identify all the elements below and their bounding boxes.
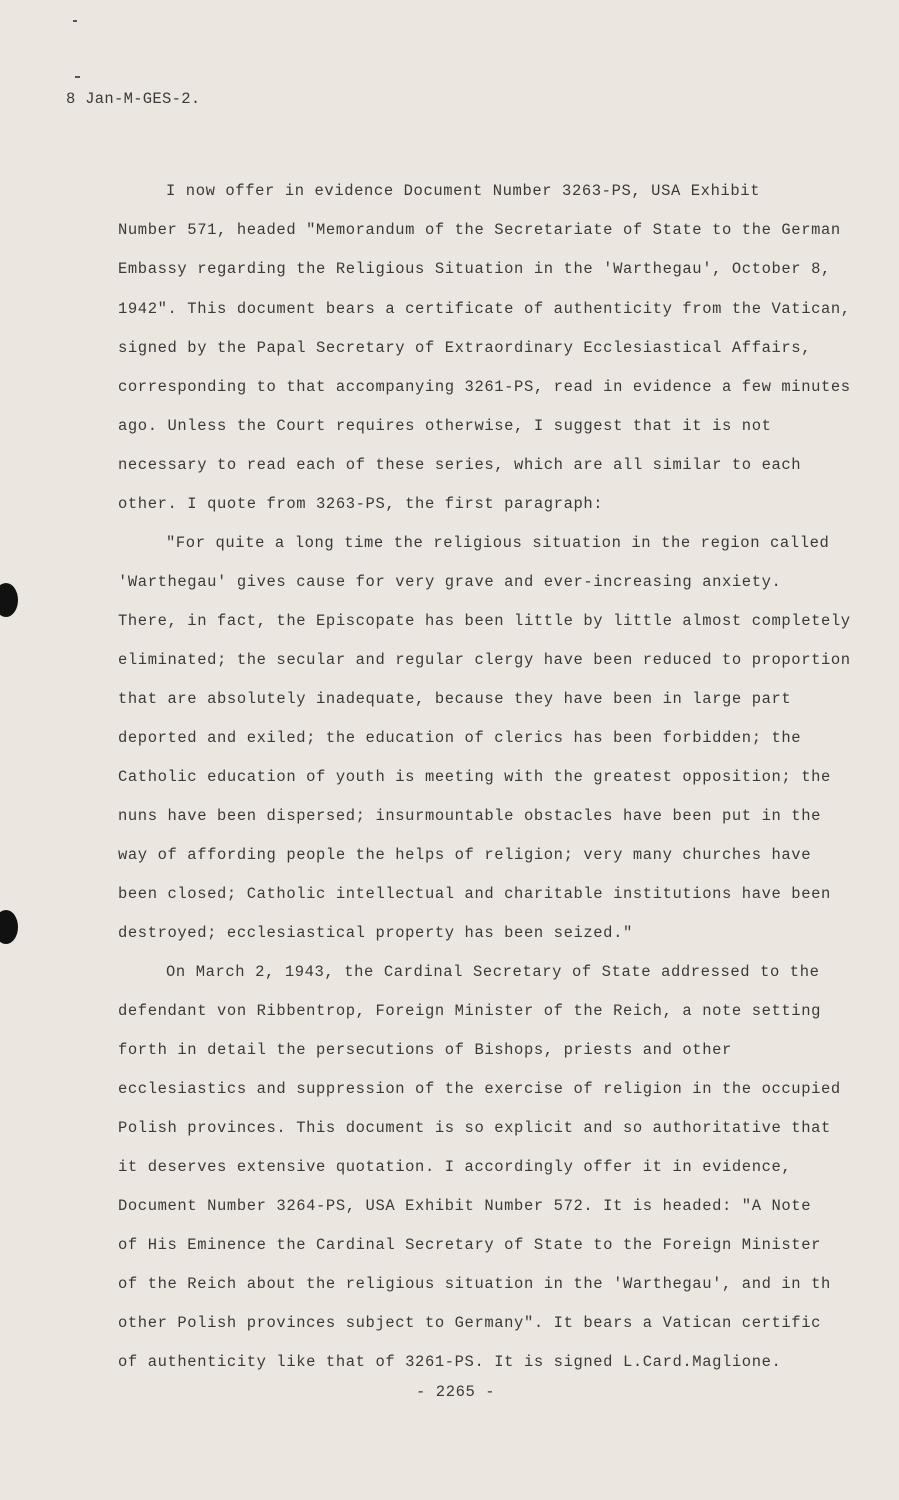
text-line: Number 571, headed "Memorandum of the Secretariate of State to the German [118,221,841,239]
text-line: signed by the Papal Secretary of Extraordinary Ecclesiastical Affairs, [118,339,812,357]
quote-line: that are absolutely inadequate, because they have been in large part [118,690,792,708]
text-line: I now offer in evidence Document Number 3263-PS, USA Exhibit [166,182,761,200]
text-line: ago. Unless the Court requires otherwise, I suggest that it is not [118,417,772,435]
text-line: necessary to read each of these series, which are all similar to each [118,456,802,474]
text-line: Document Number 3264-PS, USA Exhibit Number 572. It is headed: "A Note [118,1197,812,1215]
quote-line: nuns have been dispersed; insurmountable obstacles have been put in the [118,807,822,825]
text-line: 1942". This document bears a certificate of authenticity from the Vatican, [118,300,851,318]
quote-line: 'Warthegau' gives cause for very grave and ever-increasing anxiety. [118,573,782,591]
quote-line: There, in fact, the Episcopate has been little by little almost completely [118,612,851,630]
text-line: Embassy regarding the Religious Situation in the 'Warthegau', October 8, [118,260,831,278]
typewriter-mark [73,20,77,22]
quote-line: eliminated; the secular and regular clergy have been reduced to proportion [118,651,851,669]
quote-line: way of affording people the helps of religion; very many churches have [118,846,812,864]
punch-hole [0,583,18,617]
text-line: of authenticity like that of 3261-PS. It is signed L.Card.Maglione. [118,1353,782,1371]
text-line: of His Eminence the Cardinal Secretary of State to the Foreign Minister [118,1236,822,1254]
text-line: defendant von Ribbentrop, Foreign Minister of the Reich, a note setting [118,1002,822,1020]
quote-line: deported and exiled; the education of clerics has been forbidden; the [118,729,802,747]
text-line: ecclesiastics and suppression of the exercise of religion in the occupied [118,1080,841,1098]
text-line: other. I quote from 3263-PS, the first paragraph: [118,495,604,513]
text-line: other Polish provinces subject to Germany". It bears a Vatican certific [118,1314,822,1332]
quote-line: Catholic education of youth is meeting with the greatest opposition; the [118,768,831,786]
document-reference: 8 Jan-M-GES-2. [66,90,201,108]
text-line: corresponding to that accompanying 3261-PS, read in evidence a few minutes [118,378,851,396]
quote-line: been closed; Catholic intellectual and charitable institutions have been [118,885,831,903]
text-line: Polish provinces. This document is so explicit and so authoritative that [118,1119,831,1137]
text-line: forth in detail the persecutions of Bishops, priests and other [118,1041,732,1059]
quote-line: "For quite a long time the religious situation in the region called [166,534,830,552]
punch-hole [0,910,18,944]
text-line: of the Reich about the religious situation in the 'Warthegau', and in th [118,1275,831,1293]
text-line: it deserves extensive quotation. I accordingly offer it in evidence, [118,1158,792,1176]
text-line: On March 2, 1943, the Cardinal Secretary of State addressed to the [166,963,820,981]
quote-line: destroyed; ecclesiastical property has been seized." [118,924,633,942]
typewriter-mark [75,76,80,78]
page-number: - 2265 - [416,1383,496,1401]
